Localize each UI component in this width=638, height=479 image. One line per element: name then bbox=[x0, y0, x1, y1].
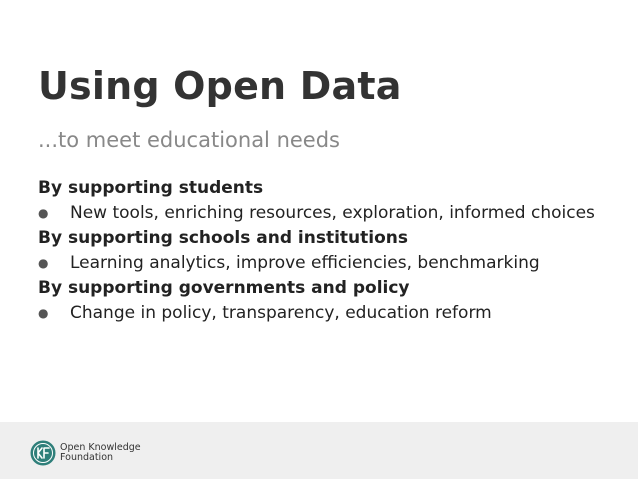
okf-logo-icon bbox=[30, 440, 56, 466]
section-heading-schools: By supporting schools and institutions bbox=[38, 228, 408, 248]
slide-subtitle: ...to meet educational needs bbox=[38, 128, 340, 152]
open-knowledge-foundation-logo bbox=[30, 440, 141, 466]
bullet-item-schools bbox=[38, 251, 608, 276]
logo-text-line2: Foundation bbox=[60, 452, 114, 463]
bullet-icon: ● bbox=[38, 306, 49, 320]
section-heading-governments: By supporting governments and policy bbox=[38, 278, 410, 298]
bullet-text-students: New tools, enriching resources, exploration, informed choices bbox=[70, 203, 595, 223]
section-heading-students: By supporting students bbox=[38, 178, 264, 198]
bullet-text-governments: Change in policy, transparency, education reform bbox=[70, 303, 492, 323]
logo-text-line1: Open Knowledge bbox=[60, 441, 141, 453]
bullet-icon: ● bbox=[38, 256, 49, 270]
bullet-icon: ● bbox=[38, 206, 49, 220]
logo-wordmark bbox=[60, 443, 141, 464]
bullet-item-students bbox=[38, 201, 608, 226]
slide-content bbox=[38, 176, 608, 326]
bullet-text-schools: Learning analytics, improve efficiencies, benchmarking bbox=[70, 253, 540, 273]
bullet-item-governments bbox=[38, 301, 608, 326]
slide-title: Using Open Data bbox=[38, 64, 402, 108]
